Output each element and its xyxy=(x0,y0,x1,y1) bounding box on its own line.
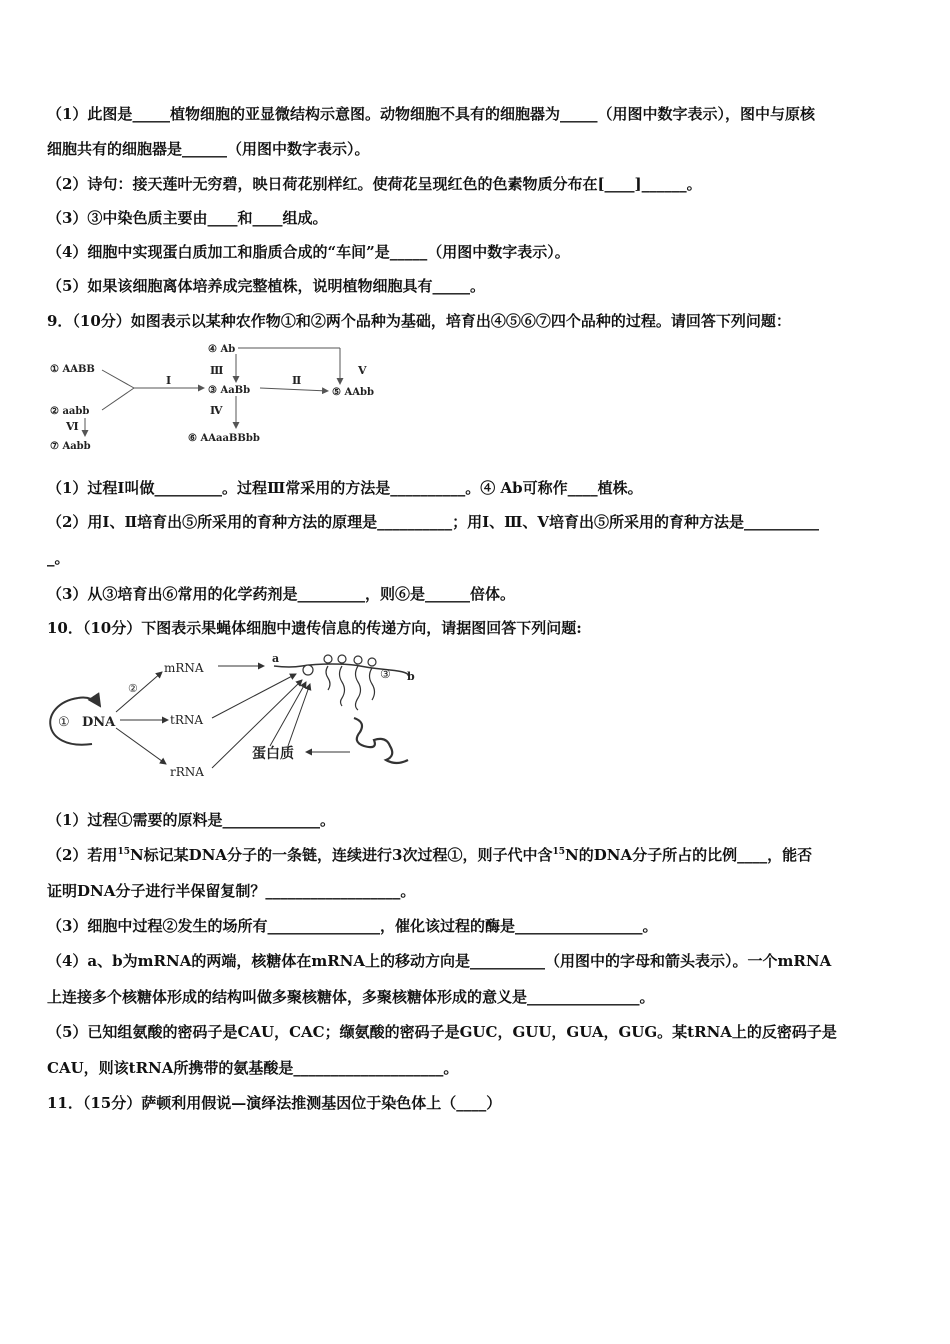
label-end-b: b xyxy=(407,670,415,683)
q10-line-1: （1）过程①需要的原料是_____________。 xyxy=(47,811,335,829)
label-rrna: rRNA xyxy=(170,765,204,779)
label-end-a: a xyxy=(272,652,280,665)
label-dna: DNA xyxy=(82,715,116,730)
q10-line-5a: （5）已知组氨酸的密码子是CAU，CAC；缬氨酸的密码子是GUC，GUU，GUA，GUG。某tRNA上的反密码子是 xyxy=(47,1023,837,1041)
node-3: ③ AaBb xyxy=(208,385,251,396)
q10-line-2a-part3: N的DNA分子所占的比例____，能否 xyxy=(565,846,813,864)
q10-line-2b: 证明DNA分子进行半保留复制？__________________。 xyxy=(47,882,416,900)
label-process-1: ① xyxy=(58,715,70,730)
process-2: Ⅱ xyxy=(292,374,302,387)
protein-coil xyxy=(354,718,408,763)
node-7: ⑦ Aabb xyxy=(50,441,91,452)
process-1: Ⅰ xyxy=(166,374,172,387)
q10-line-5b: CAU，则该tRNA所携带的氨基酸是____________________。 xyxy=(47,1059,459,1077)
q8-line-4: （4）细胞中实现蛋白质加工和脂质合成的“车间”是_____（用图中数字表示）。 xyxy=(47,243,570,261)
label-trna: tRNA xyxy=(170,713,204,727)
label-process-2: ② xyxy=(128,682,138,695)
q8-line-5: （5）如果该细胞离体培养成完整植株，说明植物细胞具有_____。 xyxy=(47,277,485,295)
q10-line-2a xyxy=(47,845,907,865)
q9-line-1: （1）过程Ⅰ叫做_________。过程Ⅲ常采用的方法是__________。④ Ab可称作____植株。 xyxy=(47,479,643,497)
q10-header: 10．（10分）下图表示果蝇体细胞中遗传信息的传递方向，请据图回答下列问题: xyxy=(47,619,582,637)
label-process-3: ③ xyxy=(380,667,391,681)
q8-line-3: （3）③中染色质主要由____和____组成。 xyxy=(47,209,328,227)
node-6: ⑥ AAaaBBbb xyxy=(188,433,260,444)
node-5: ⑤ AAbb xyxy=(332,387,374,398)
q9-line-2a: （2）用Ⅰ、Ⅱ培育出⑤所采用的育种方法的原理是__________；用Ⅰ、Ⅲ、Ⅴ培育出⑤所采用的育种方法是__________ xyxy=(47,513,820,531)
node-1: ① AABB xyxy=(50,364,95,375)
process-6: Ⅵ xyxy=(66,420,79,433)
gene-expression-diagram xyxy=(40,646,440,786)
node-2: ② aabb xyxy=(50,406,90,417)
process-3: Ⅲ xyxy=(210,364,224,377)
breeding-diagram xyxy=(40,338,400,458)
q9-header: 9．（10分）如图表示以某种农作物①和②两个品种为基础，培育出④⑤⑥⑦四个品种的过程。请回答下列问题： xyxy=(47,312,791,330)
process-4: Ⅳ xyxy=(210,404,223,417)
q10-line-2a-part2: N标记某DNA分子的一条链，连续进行3次过程①，则子代中含 xyxy=(129,846,553,864)
q8-line-1a: （1）此图是_____植物细胞的亚显微结构示意图。动物细胞不具有的细胞器为_____（用图中数字表示），图中与原核 xyxy=(47,105,815,123)
q8-line-2: （2）诗句：接天莲叶无穷碧，映日荷花别样红。使荷花呈现红色的色素物质分布在[____]______。 xyxy=(47,175,702,193)
label-mrna: mRNA xyxy=(164,661,204,675)
q10-line-4b: 上连接多个核糖体形成的结构叫做多聚核糖体，多聚核糖体形成的意义是_______________。 xyxy=(47,988,655,1006)
q10-line-4a: （4）a、b为mRNA的两端，核糖体在mRNA上的移动方向是__________（用图中的字母和箭头表示）。一个mRNA xyxy=(47,952,832,970)
superscript-15b: 15 xyxy=(552,847,566,857)
q9-line-2b: _。 xyxy=(47,549,70,567)
q9-line-3: （3）从③培育出⑥常用的化学药剂是_________，则⑥是______倍体。 xyxy=(47,585,515,603)
q10-line-2a-part1: （2）若用 xyxy=(47,846,118,864)
q11-header: 11．（15分）萨顿利用假说—演绎法推测基因位于染色体上（____） xyxy=(47,1094,502,1112)
process-5: Ⅴ xyxy=(358,364,367,377)
q10-line-3: （3）细胞中过程②发生的场所有_______________，催化该过程的酶是_________________。 xyxy=(47,917,658,935)
q8-line-1b: 细胞共有的细胞器是______（用图中数字表示）。 xyxy=(47,140,370,158)
polypeptide-chains xyxy=(326,666,375,710)
superscript-15: 15 xyxy=(117,847,130,857)
node-4: ④ Ab xyxy=(208,344,236,355)
label-protein: 蛋白质 xyxy=(252,746,294,762)
